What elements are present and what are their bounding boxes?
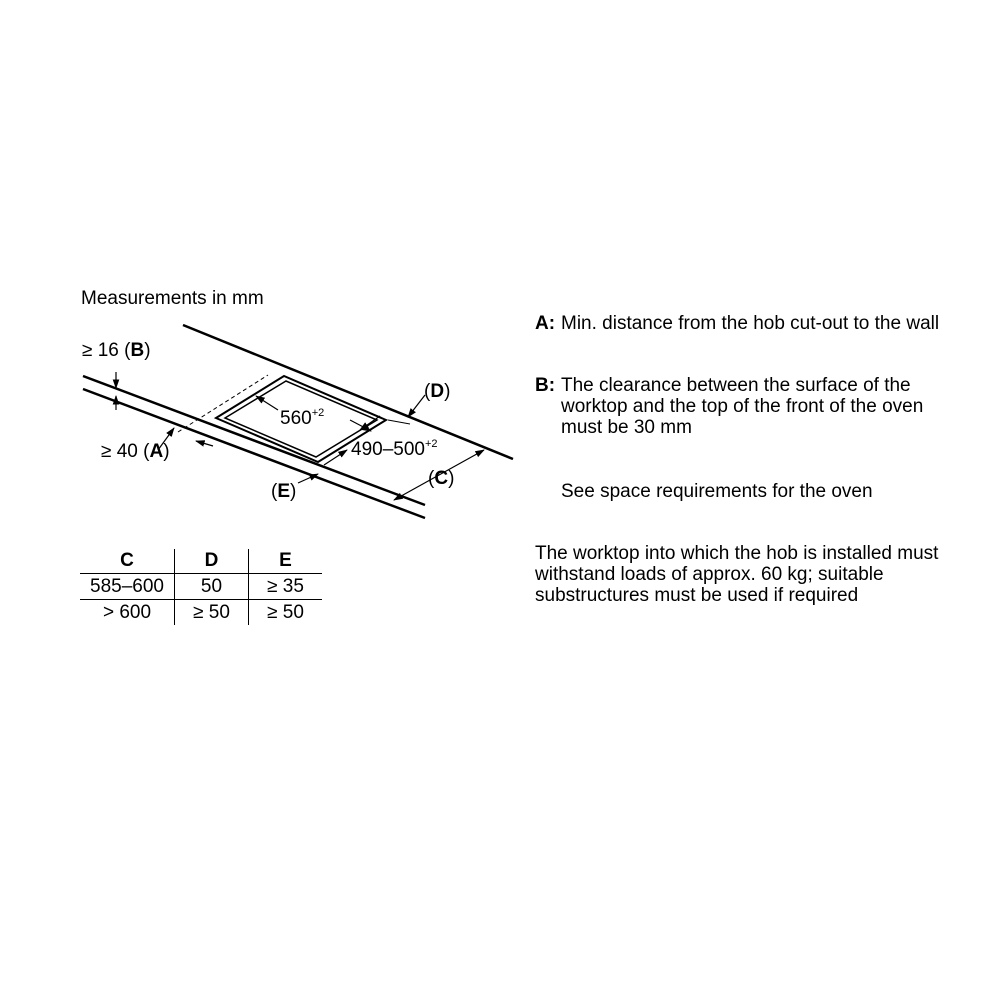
table-cell: ≥ 35 (249, 574, 323, 600)
label-b: ≥ 16 (B) (82, 340, 151, 361)
dimension-d-tick (388, 420, 410, 424)
space-requirements-note: See space requirements for the oven (561, 481, 873, 502)
table-header-c: C (80, 549, 175, 574)
table-header-e: E (249, 549, 323, 574)
label-depth: $490-500^{+2}$ (351, 438, 438, 460)
legend-key-b: B: (535, 375, 556, 396)
table-cell: > 600 (102, 601, 152, 623)
dimension-d-arrow (408, 395, 425, 417)
legend-text-a: Min. distance from the hob cut-out to the wall (561, 313, 940, 334)
table-row (80, 574, 322, 600)
width-dimension-arrow-left (256, 396, 278, 410)
table-cell: ≥ 50 (249, 600, 323, 626)
legend-key-a: A: (535, 313, 556, 334)
dimension-a-arrow-2 (196, 441, 213, 446)
table-cell: 585–600 (80, 574, 175, 600)
label-c: (C) (428, 468, 455, 489)
oven-outline-dashed (178, 375, 268, 432)
depth-dimension-arrow-2 (360, 416, 380, 430)
dimension-e-arrow (298, 474, 318, 483)
wall-edge-line (183, 325, 513, 459)
label-width: $560^{+2}$ (280, 407, 325, 429)
table-cell: ≥ 50 (175, 600, 249, 626)
clearance-table (80, 549, 322, 625)
legend-text-b: The clearance between the surface of the worktop and the top of the front of the oven must be 30 mm (561, 375, 924, 438)
table-header-d: D (175, 549, 249, 574)
measurements-title: Measurements in mm (81, 288, 264, 309)
label-d: (D) (424, 381, 451, 402)
worktop-load-note: The worktop into which the hob is installed must withstand loads of approx. 60 kg; suitable substructures must be used if required (535, 543, 939, 606)
label-a: ≥ 40 (A) (101, 441, 170, 462)
table-row (80, 600, 322, 626)
table-cell: 50 (175, 574, 249, 600)
label-e: (E) (271, 481, 297, 502)
